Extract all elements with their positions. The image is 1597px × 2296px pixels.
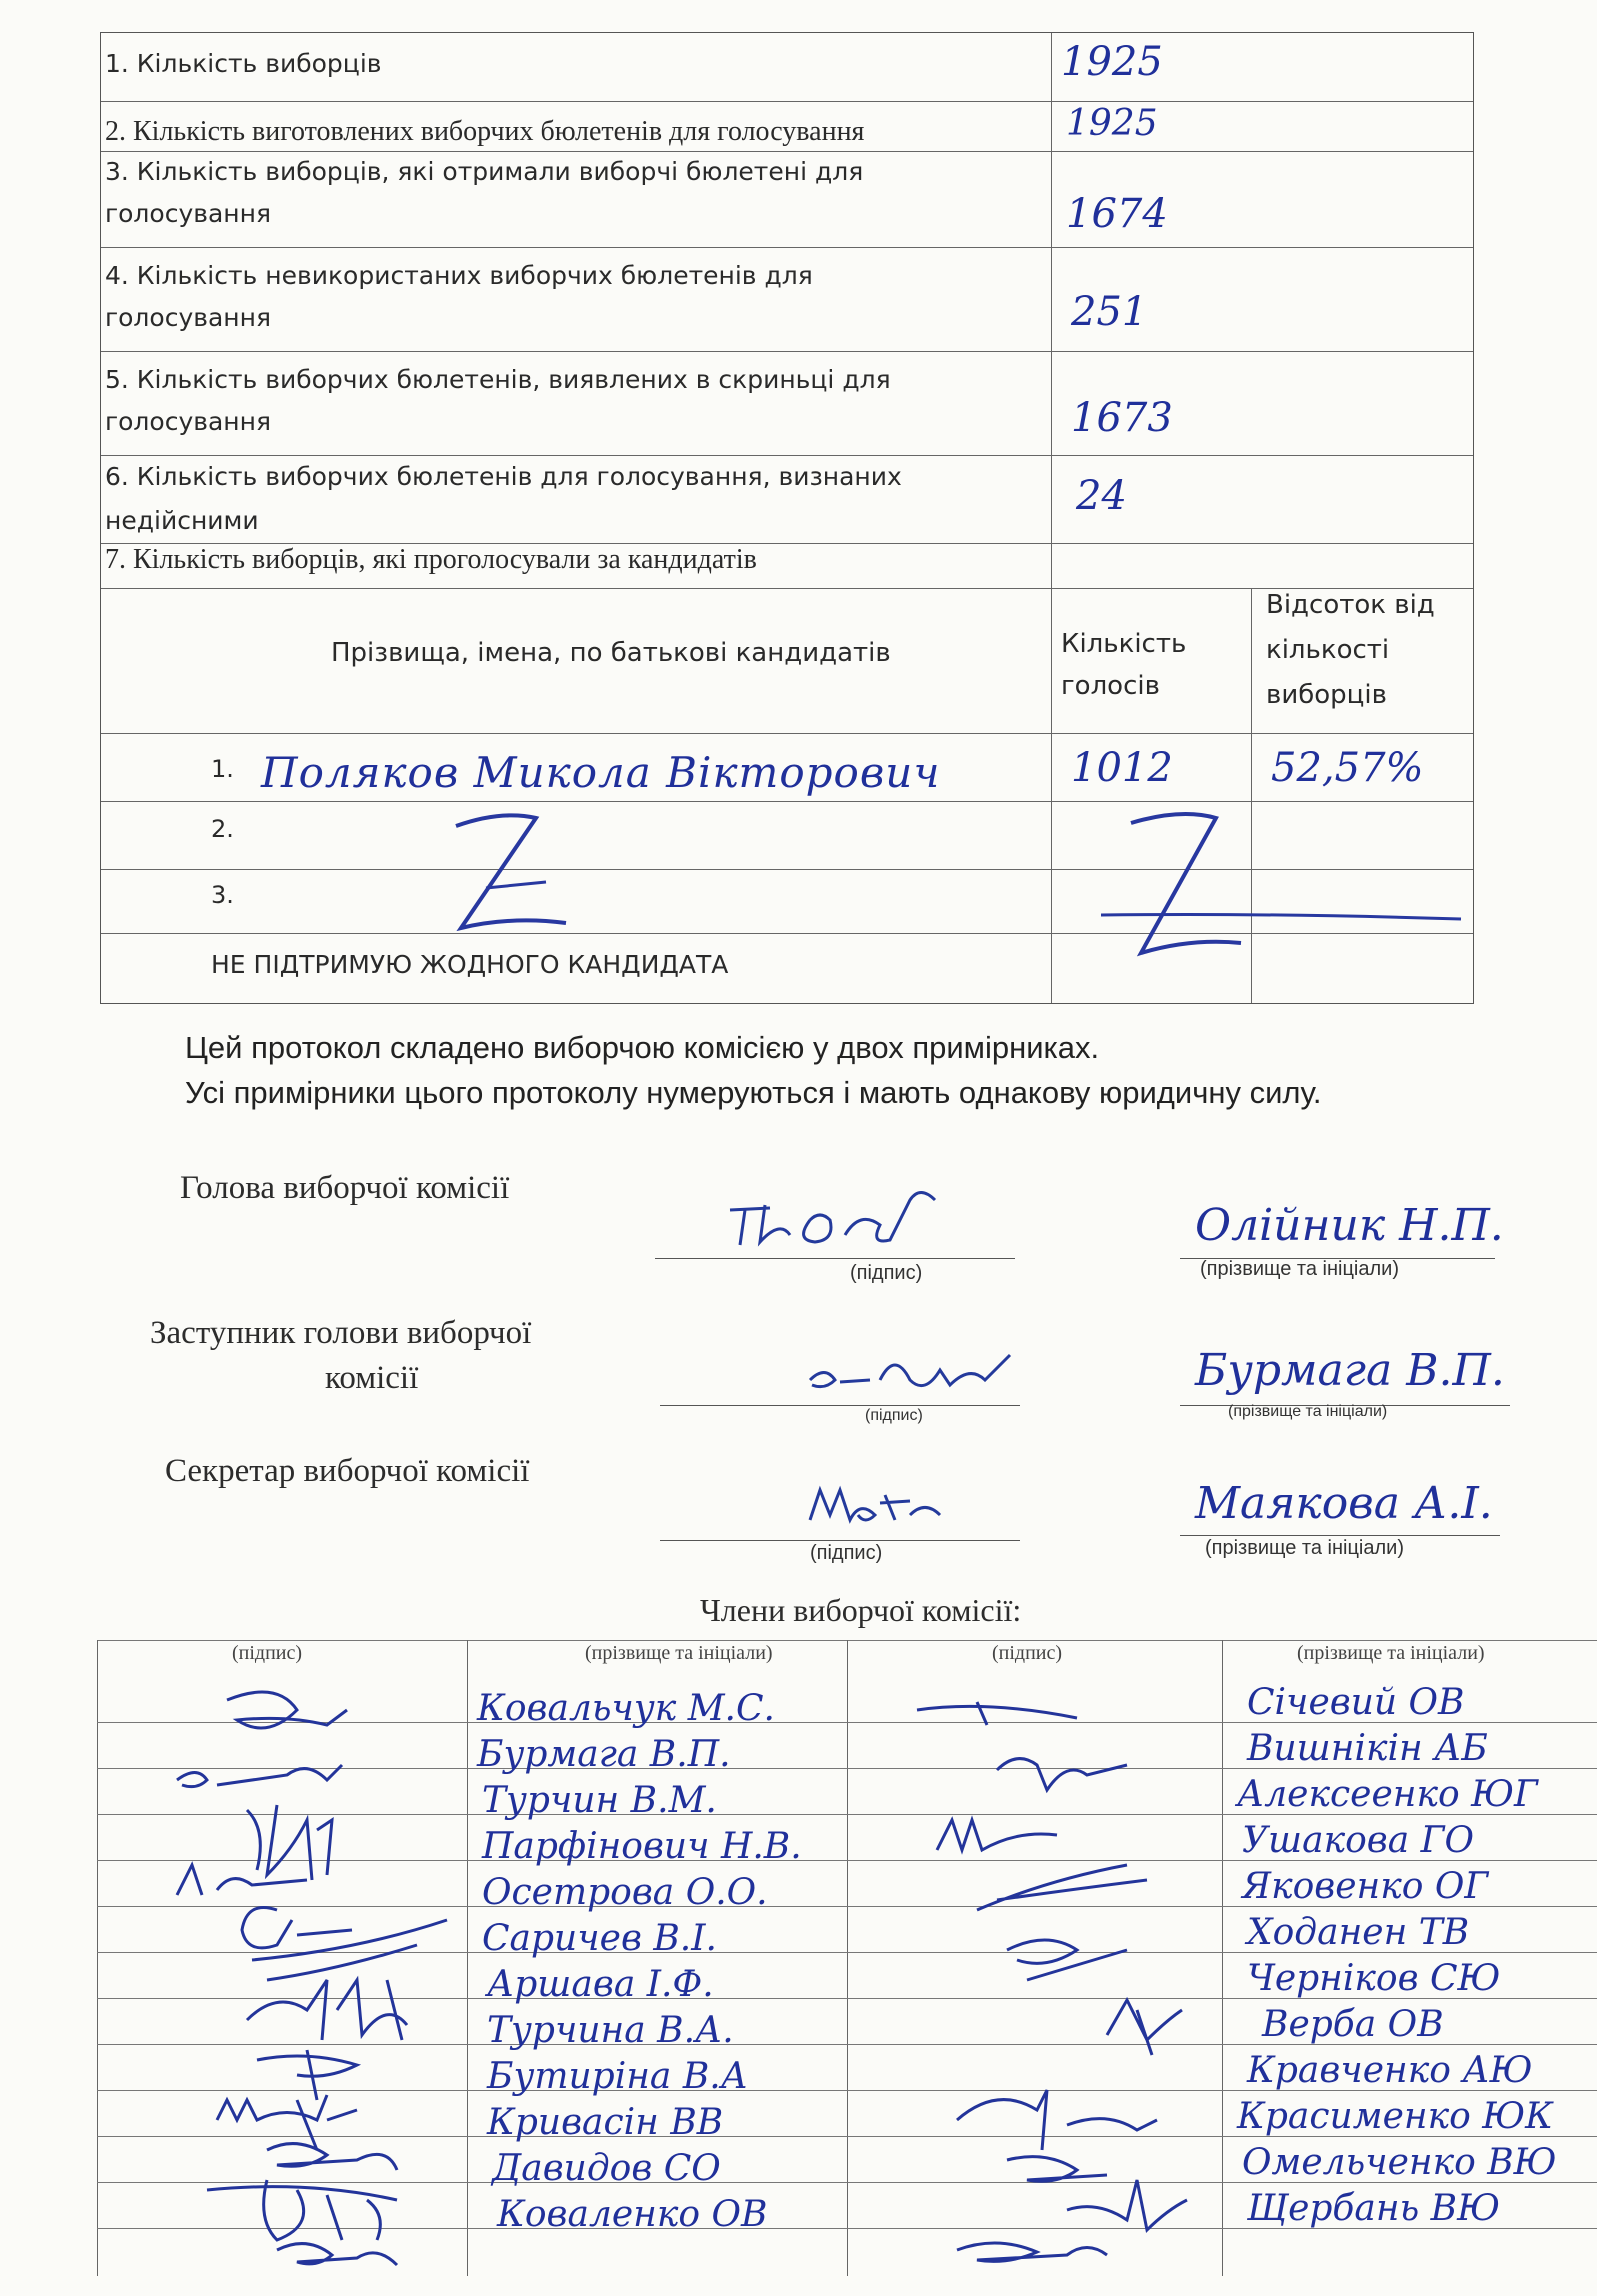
- table-divider: [1051, 33, 1052, 1003]
- strike-mark-icon: [441, 808, 581, 958]
- members-title: Члени виборчої комісії:: [700, 1592, 1022, 1628]
- member-name: Ходанен ТВ: [1247, 1912, 1470, 1953]
- secretary-name-caption: (прізвище та ініціали): [1205, 1537, 1405, 1559]
- secretary-signature-caption: (підпис): [810, 1542, 883, 1564]
- value-found-ballots: 1673: [1071, 395, 1173, 441]
- row-label-printed-ballots: 2. Кількість виготовлених виборчих бюлетенів для голосування: [105, 116, 865, 147]
- deputy-signature-caption: (підпис): [865, 1407, 923, 1424]
- table-divider: [101, 351, 1473, 352]
- secretary-name-line: [1180, 1535, 1500, 1536]
- member-name: Щербань ВЮ: [1247, 2188, 1501, 2229]
- strike-mark-icon: [1101, 803, 1471, 993]
- member-name: Саричев В.І.: [482, 1918, 717, 1959]
- member-name: Верба ОВ: [1262, 2004, 1444, 2045]
- deputy-signature-line: [660, 1405, 1020, 1406]
- table-divider: [101, 801, 1473, 802]
- chair-signature-caption: (підпис): [850, 1262, 923, 1284]
- member-name: Аршава І.Ф.: [487, 1964, 714, 2005]
- note-line-2: Усі примірники цього протоколу нумеруються і мають однакову юридичну силу.: [185, 1075, 1322, 1110]
- member-name: Кривасін ВВ: [487, 2102, 724, 2143]
- table-divider: [1222, 1640, 1223, 2276]
- none-of-candidates-label: НЕ ПІДТРИМУЮ ЖОДНОГО КАНДИДАТА: [211, 950, 729, 979]
- row-label-unused-ballots: 4. Кількість невикористаних виборчих бюлетенів для голосування: [105, 261, 813, 332]
- secretary-signature-line: [660, 1540, 1020, 1541]
- chair-name: Олійник Н.П.: [1195, 1200, 1504, 1251]
- members-name-caption: (прізвище та ініціали): [585, 1642, 773, 1664]
- members-signature-caption: (підпис): [992, 1642, 1063, 1664]
- row-label-invalid-ballots: 6. Кількість виборчих бюлетенів для голосування, визнаних недійсними: [105, 462, 902, 535]
- table-divider: [101, 247, 1473, 248]
- value-invalid-ballots: 24: [1076, 473, 1127, 519]
- member-name: Коваленко ОВ: [497, 2194, 768, 2235]
- value-unused-ballots: 251: [1071, 289, 1148, 335]
- members-name-caption: (прізвище та ініціали): [1297, 1642, 1485, 1664]
- members-table: [97, 1640, 1597, 2276]
- candidate-percent: 52,57%: [1271, 745, 1424, 791]
- deputy-role-line-1: Заступник голови виборчої: [150, 1315, 532, 1351]
- row-label-received-ballots: 3. Кількість виборців, які отримали виборчі бюлетені для голосування: [105, 157, 864, 228]
- table-divider: [467, 1640, 468, 2276]
- table-divider: [101, 733, 1473, 734]
- member-name: Турчина В.А.: [487, 2010, 734, 2051]
- members-left-signatures: [157, 1680, 467, 2270]
- header-candidate-names: Прізвища, імена, по батькові кандидатів: [331, 638, 891, 668]
- row-label-found-ballots: 5. Кількість виборчих бюлетенів, виявлених в скриньці для голосування: [105, 365, 891, 436]
- member-name: Алексеенко ЮГ: [1237, 1774, 1538, 1815]
- table-divider: [101, 101, 1473, 102]
- member-name: Омельченко ВЮ: [1242, 2142, 1557, 2183]
- value-printed-ballots: 1925: [1066, 103, 1158, 144]
- value-voters: 1925: [1061, 39, 1163, 85]
- chair-name-caption: (прізвище та ініціали): [1200, 1258, 1400, 1280]
- deputy-name: Бурмага В.П.: [1195, 1345, 1505, 1396]
- chair-signature-line: [655, 1258, 1015, 1259]
- member-name: Ковальчук М.С.: [477, 1688, 775, 1729]
- results-table: [100, 32, 1474, 1004]
- chair-role: Голова виборчої комісії: [180, 1170, 510, 1206]
- member-name: Осетрова О.О.: [482, 1872, 768, 1913]
- table-divider: [97, 1640, 98, 2276]
- table-divider: [847, 1640, 848, 2276]
- secretary-role: Секретар виборчої комісії: [165, 1453, 530, 1489]
- member-name: Парфінович Н.В.: [482, 1826, 802, 1867]
- chair-signature: [720, 1180, 960, 1260]
- member-name: Давидов СО: [492, 2148, 721, 2189]
- members-signature-caption: (підпис): [232, 1642, 303, 1664]
- member-name: Яковенко ОГ: [1242, 1866, 1489, 1907]
- secretary-signature: [800, 1475, 950, 1535]
- value-received-ballots: 1674: [1066, 191, 1168, 237]
- member-name: Бутиріна В.А: [487, 2056, 748, 2097]
- note-line-1: Цей протокол складено виборчою комісією у двох примірниках.: [185, 1030, 1100, 1065]
- member-name: Січевий ОВ: [1247, 1682, 1465, 1723]
- candidate-votes: 1012: [1071, 745, 1173, 791]
- row-label-voted-for-candidates: 7. Кількість виборців, які проголосували за кандидатів: [105, 544, 757, 575]
- deputy-name-caption: (прізвище та ініціали): [1228, 1403, 1388, 1420]
- candidate-number: 1.: [211, 755, 234, 783]
- member-name: Бурмага В.П.: [477, 1734, 731, 1775]
- row-label-voters: 1. Кількість виборців: [105, 49, 382, 78]
- member-name: Ушакова ГО: [1242, 1820, 1474, 1861]
- header-percent: Відсоток від кількості виборців: [1266, 590, 1435, 710]
- member-name: Красименко ЮК: [1237, 2096, 1554, 2137]
- candidate-name: Поляков Микола Вікторович: [261, 748, 941, 797]
- members-right-signatures: [897, 1680, 1217, 2270]
- member-name: Черніков СЮ: [1247, 1958, 1501, 1999]
- deputy-role-line-2: комісії: [325, 1360, 419, 1396]
- member-name: Турчин В.М.: [482, 1780, 717, 1821]
- candidate-number: 2.: [211, 815, 234, 843]
- candidate-number: 3.: [211, 881, 234, 909]
- secretary-name: Маякова А.І.: [1195, 1478, 1493, 1529]
- header-votes: Кількість голосів: [1061, 629, 1187, 701]
- deputy-signature: [800, 1340, 1030, 1410]
- member-name: Кравченко АЮ: [1247, 2050, 1533, 2091]
- member-name: Вишнікін АБ: [1247, 1728, 1488, 1769]
